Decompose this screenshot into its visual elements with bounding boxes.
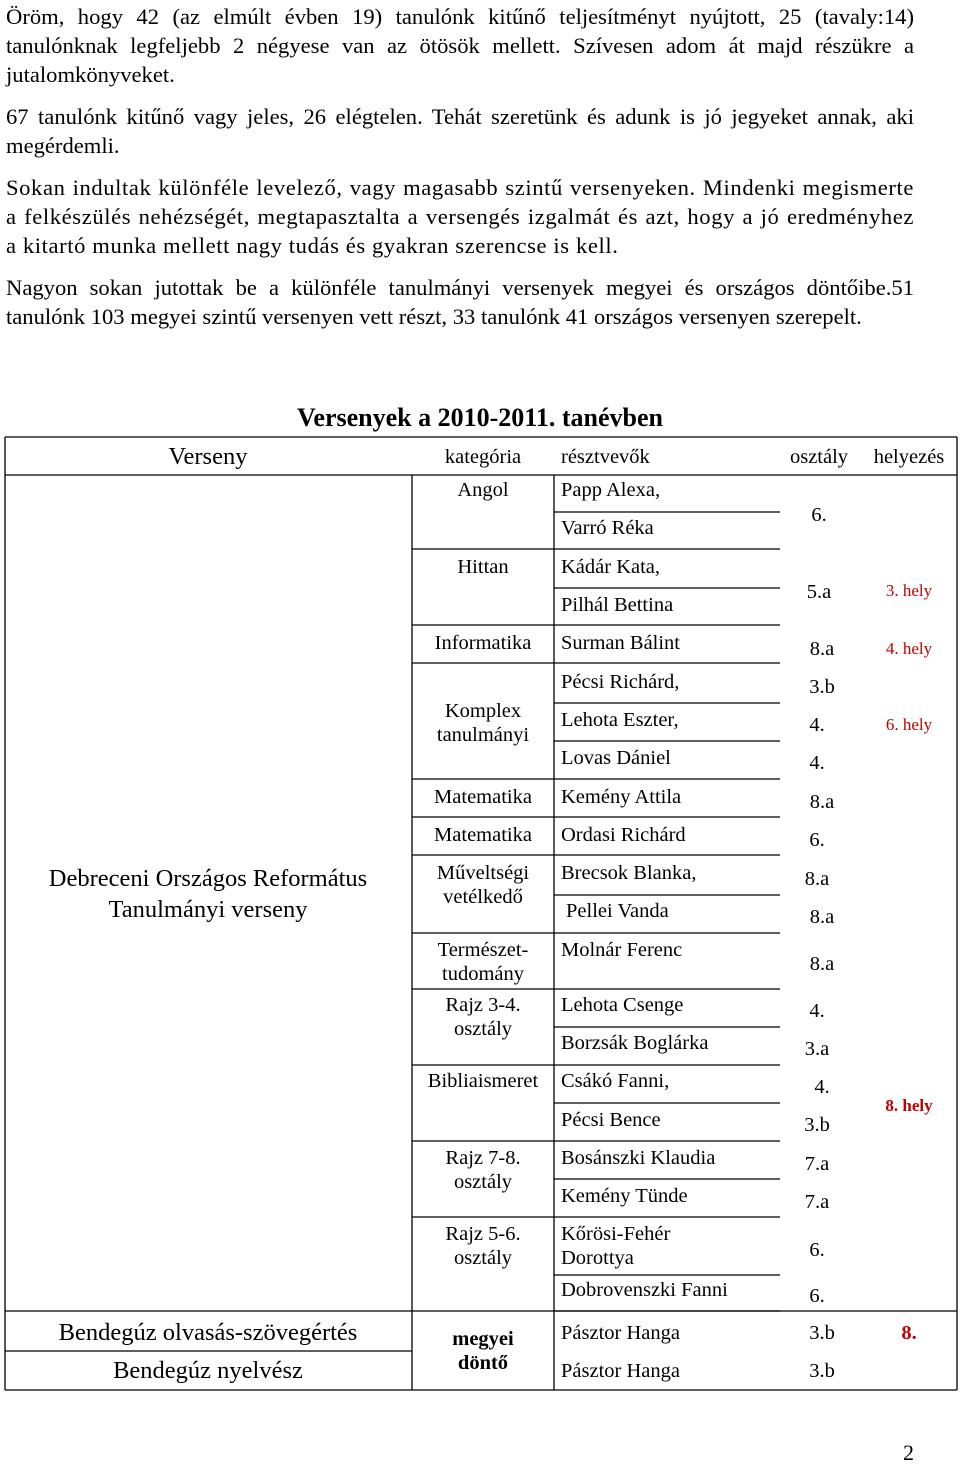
header-resztvevok: résztvevők — [561, 446, 650, 468]
participant-name: Pellei Vanda — [566, 900, 669, 922]
participant-name: Papp Alexa, — [561, 479, 661, 501]
class-cell: 3.a — [804, 1038, 830, 1060]
participant-name: Pásztor Hanga — [561, 1322, 680, 1344]
class-cell: 4. — [814, 1076, 830, 1098]
class-cell: 6. — [811, 504, 827, 526]
class-cell: 3.b — [804, 1114, 830, 1136]
category-komplex: Komplex tanulmányi — [436, 700, 530, 746]
table-title: Versenyek a 2010-2011. tanévben — [297, 403, 663, 432]
class-cell: 6. — [809, 1239, 825, 1261]
participant-name: Pécsi Bence — [561, 1109, 661, 1131]
intro-paragraph-3: Sokan indultak különféle levelező, vagy magasabb szintű versenyeken. Mindenki megismerte a felkészülés nehézségét, megtapasztalta a versengés izgalmát és azt, hogy a jó eredményhez a kitartó munka mellett nagy tudás és gyakran szerencse is kell. — [6, 175, 914, 258]
participant-name: Surman Bálint — [561, 632, 681, 654]
class-cell: 8.a — [809, 791, 835, 813]
intro-paragraph-1: Öröm, hogy 42 (az elmúlt évben 19) tanulónk kitűnő teljesítményt nyújtott, 25 (tavaly:14) tanulónknak legfeljebb 2 négyese van az ötösök mellett. Szívesen adom át majd részükre a jutalomkönyveket. — [6, 4, 914, 87]
header-osztaly: osztály — [789, 446, 849, 468]
participant-name: Lovas Dániel — [561, 747, 671, 769]
participant-name: Brecsok Blanka, — [561, 862, 697, 884]
class-cell: 7.a — [804, 1153, 830, 1175]
category-matematika-2: Matematika — [434, 824, 532, 846]
placement-informatika: 4. hely — [885, 639, 933, 658]
competition-main: Debreceni Országos Református Tanulmányi verseny — [48, 865, 368, 923]
participant-name: Pilhál Bettina — [561, 594, 674, 616]
competition-bendeguz-2: Bendegúz nyelvész — [113, 1357, 303, 1384]
participant-name: Bosánszki Klaudia — [561, 1147, 716, 1169]
competition-bendeguz-1: Bendegúz olvasás-szövegértés — [58, 1319, 358, 1346]
participant-name: Kőrösi-Fehér Dorottya — [561, 1223, 671, 1269]
placement-bendeguz: 8. — [901, 1322, 917, 1344]
header-verseny: Verseny — [168, 443, 248, 470]
participant-name: Pásztor Hanga — [561, 1360, 680, 1382]
category-bibliaismeret: Bibliaismeret — [427, 1070, 539, 1092]
category-hittan: Hittan — [457, 556, 509, 578]
class-cell: 8.a — [804, 868, 830, 890]
participant-name: Borzsák Boglárka — [561, 1032, 709, 1054]
category-termeszet: Természet-tudomány — [437, 939, 529, 985]
class-cell: 4. — [809, 752, 825, 774]
participant-name: Kádár Kata, — [561, 556, 661, 578]
participant-name: Kemény Attila — [561, 786, 682, 808]
intro-paragraph-4: Nagyon sokan jutottak be a különféle tanulmányi versenyek megyei és országos döntőibe.51 tanulónk 103 megyei szintű versenyen vett részt, 33 tanulónk 41 országos versenyen szerepelt. — [6, 275, 914, 329]
class-cell: 4. — [809, 714, 825, 736]
class-cell: 8.a — [809, 906, 835, 928]
participant-name: Molnár Ferenc — [561, 939, 683, 961]
class-cell: 3.b — [809, 1360, 835, 1382]
category-angol: Angol — [457, 479, 509, 501]
page-number: 2 — [903, 1440, 914, 1465]
header-kategoria: kategória — [444, 446, 522, 468]
placement-biblia: 8. hely — [885, 1096, 933, 1115]
class-cell: 4. — [809, 1000, 825, 1022]
category-informatika: Informatika — [434, 632, 532, 654]
participant-name: Lehota Csenge — [561, 994, 684, 1016]
class-cell: 3.b — [809, 676, 835, 698]
participant-name: Lehota Eszter, — [561, 709, 679, 731]
category-megyei-donto: megyei döntő — [452, 1328, 514, 1374]
category-muveltsegi: Műveltségi vetélkedő — [436, 862, 530, 908]
class-cell: 7.a — [804, 1191, 830, 1213]
placement-hittan: 3. hely — [885, 581, 933, 600]
class-cell: 6. — [809, 829, 825, 851]
participant-name: Pécsi Richárd, — [561, 671, 680, 693]
placement-komplex: 6. hely — [885, 715, 933, 734]
participant-name: Csákó Fanni, — [561, 1070, 670, 1092]
header-helyezes: helyezés — [873, 446, 945, 468]
class-cell: 3.b — [809, 1322, 835, 1344]
participant-name: Varró Réka — [561, 517, 654, 539]
category-rajz-3-4: Rajz 3-4. osztály — [445, 994, 521, 1040]
category-rajz-7-8: Rajz 7-8. osztály — [445, 1147, 521, 1193]
participant-name: Dobrovenszki Fanni — [561, 1279, 728, 1301]
class-cell: 8.a — [809, 953, 835, 975]
class-cell: 8.a — [809, 638, 835, 660]
participant-name: Kemény Tünde — [561, 1185, 688, 1207]
category-matematika-1: Matematika — [434, 786, 532, 808]
intro-paragraph-2: 67 tanulónk kitűnő vagy jeles, 26 elégtelen. Tehát szeretünk és adunk is jó jegyeket annak, aki megérdemli. — [6, 104, 914, 158]
class-cell: 5.a — [806, 581, 832, 603]
participant-name: Ordasi Richárd — [561, 824, 686, 846]
category-rajz-5-6: Rajz 5-6. osztály — [445, 1223, 521, 1269]
class-cell: 6. — [809, 1285, 825, 1307]
